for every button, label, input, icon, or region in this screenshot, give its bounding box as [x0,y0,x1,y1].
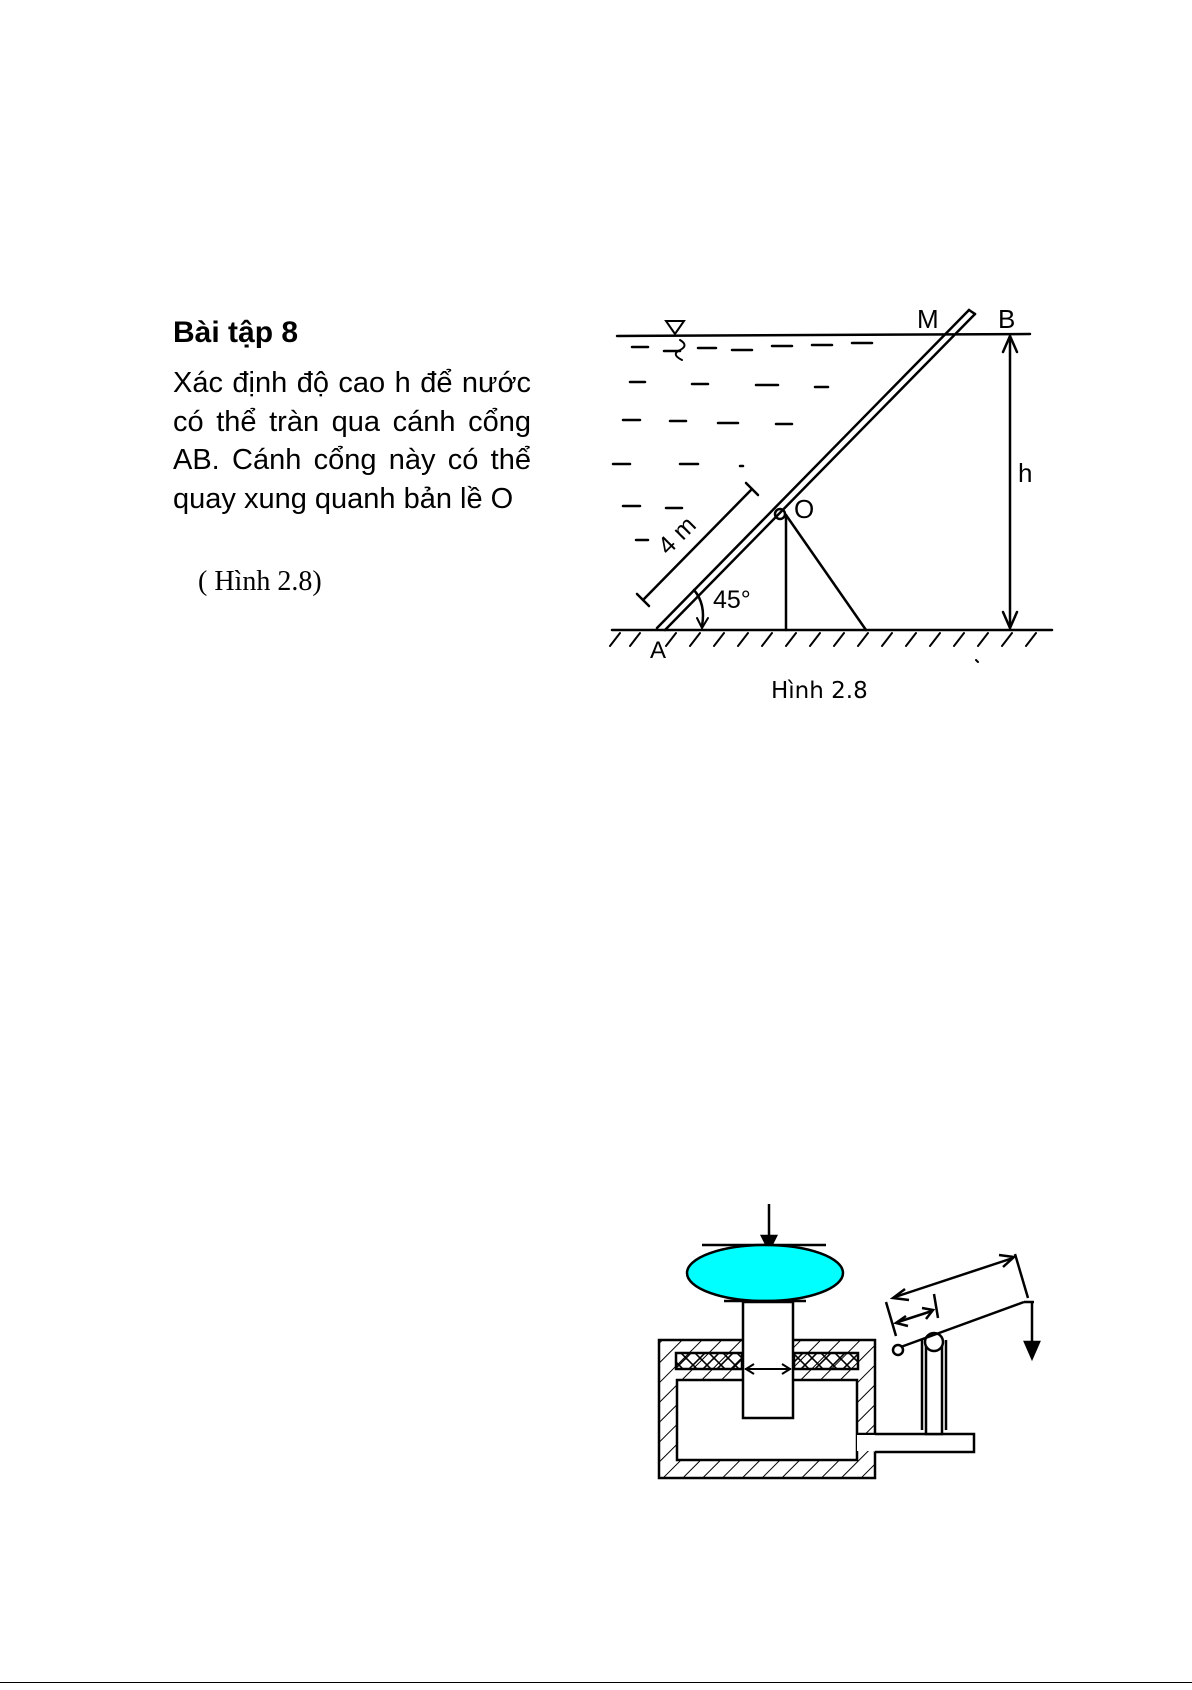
problem-title: Bài tập 8 [173,316,299,349]
water-level-symbol [666,321,684,334]
lever-fulcrum [893,1345,903,1355]
label-m: M [917,304,939,334]
label-h: h [1018,458,1033,488]
page-bottom-rule [0,1682,1192,1683]
gate-figure [0,0,1192,700]
label-4m: 4 m [652,510,702,561]
ground-hatching [610,633,1036,662]
label-45-degree: 45° [713,586,751,614]
figure-reference: ( Hình 2.8) [198,566,322,597]
label-o: O [794,494,815,524]
lever-long-dimension [895,1258,1013,1297]
seal-left [676,1353,742,1369]
problem-text: Xác định độ cao h để nước có thể tràn qua cánh cổng AB. Cánh cổng này có thể quay xung quanh bản lề O [173,367,531,515]
gate-plate [657,310,975,630]
piston [743,1302,793,1418]
load-body [687,1245,843,1301]
water-surface-line [617,334,1030,336]
label-b: B [998,304,1016,334]
support-strut-diagonal [786,515,866,630]
seal-right [794,1353,858,1369]
figure-caption: Hình 2.8 [771,678,868,704]
lever-arm [898,1302,1024,1348]
label-a: A [650,637,667,664]
water-dashes [613,343,872,540]
hydraulic-press-figure [0,1190,1192,1690]
small-cylinder [926,1340,942,1434]
